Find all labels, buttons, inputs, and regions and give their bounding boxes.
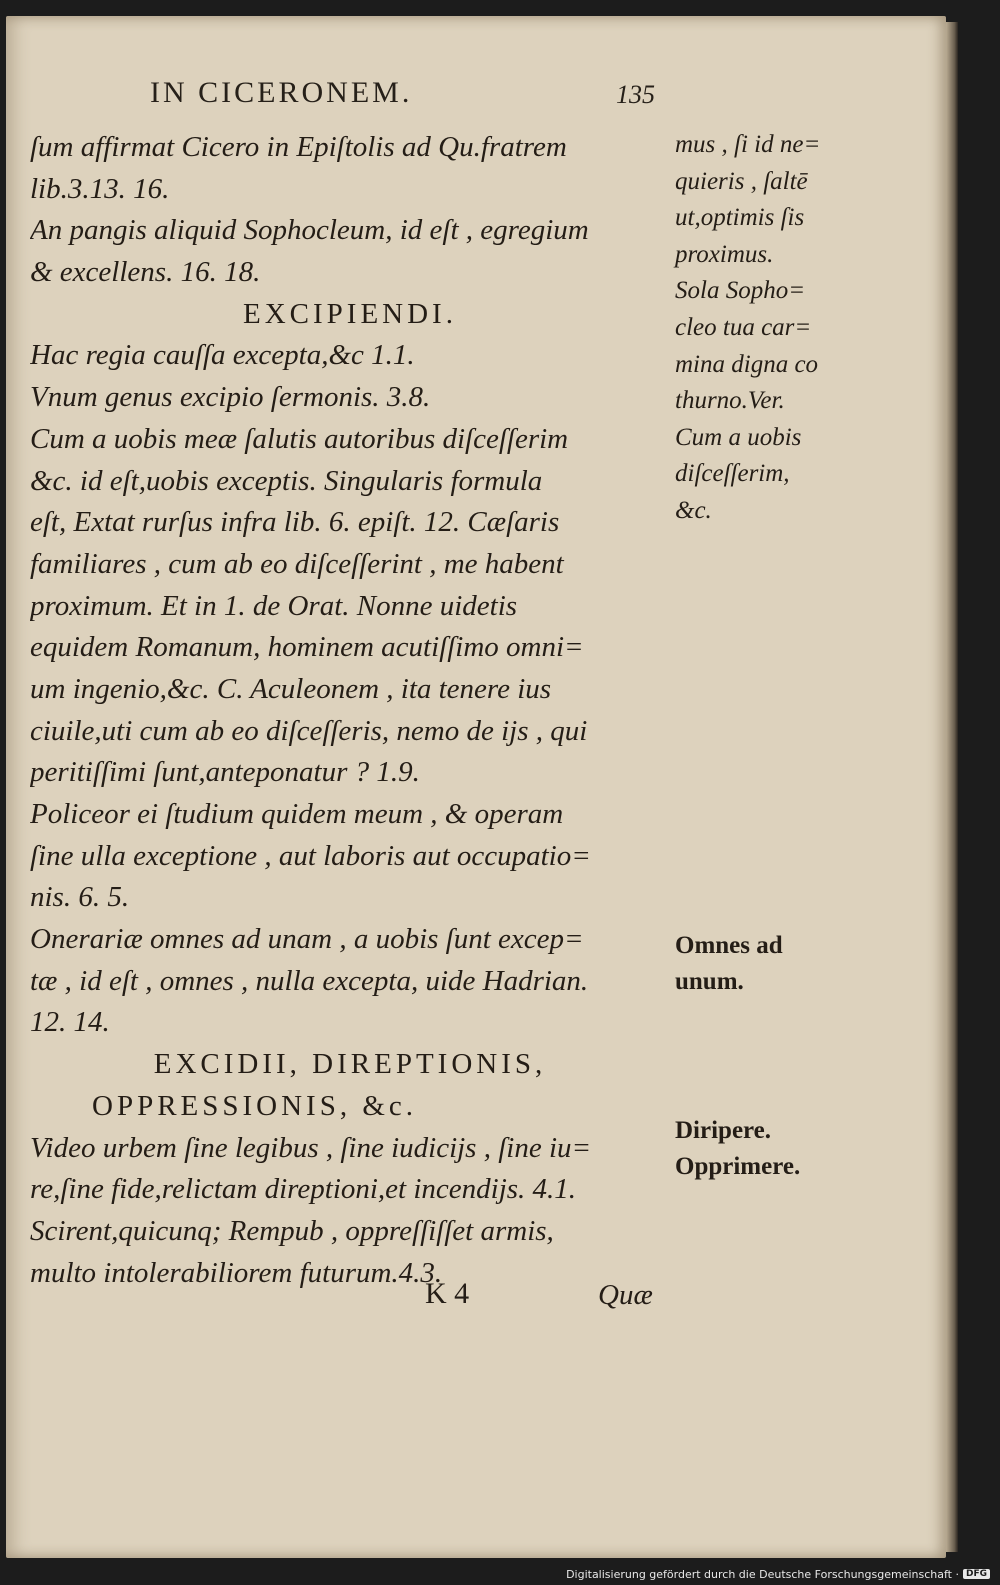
margin-note: mus , ſi id ne= xyxy=(675,131,821,158)
page-number: 135 xyxy=(616,80,655,109)
dfg-logo: DFG xyxy=(963,1569,990,1579)
margin-note: quieris , ſaltē xyxy=(675,167,808,195)
text-line: Policeor ei ſtudium quidem meum , & operam xyxy=(30,798,564,830)
text-line: nis. 6. 5. xyxy=(30,881,130,914)
margin-note: mina digna co xyxy=(675,350,819,378)
text-line: & excellens. 16. 18. xyxy=(30,256,261,289)
main-text-column xyxy=(30,127,670,1294)
text-line: ciuile,uti cum ab eo diſceſſeris, nemo de ijs , qui xyxy=(30,714,588,747)
text-line: Scirent,quicunq; Rempub , oppreſſiſſet armis, xyxy=(30,1214,554,1247)
text-line: equidem Romanum, hominem acutiſſimo omni= xyxy=(30,631,584,664)
margin-note: proximus. xyxy=(675,240,774,268)
section-heading: EXCIDII, DIREPTIONIS, xyxy=(153,1048,547,1081)
text-line: Video urbem ſine legibus , ſine iudicijs , ſine iu= xyxy=(30,1131,592,1164)
text-line: re,ſine fide,relictam direptioni,et incendijs. 4.1. xyxy=(30,1173,577,1206)
text-line: ſine ulla exceptione , aut laboris aut occupatio= xyxy=(30,839,591,872)
text-line: An pangis aliquid Sophocleum, id eſt , egregium xyxy=(30,214,589,247)
text-line: multo intolerabiliorem futurum.4.3. xyxy=(30,1256,443,1289)
text-line: Cum a uobis meæ ſalutis autoribus diſceſſerim xyxy=(30,422,569,455)
margin-note: &c. xyxy=(675,496,712,524)
catchword: Quæ xyxy=(598,1279,653,1311)
margin-note: Cum a uobis xyxy=(675,423,802,451)
margin-note: Opprimere. xyxy=(675,1153,801,1181)
text-line: tæ , id eſt , omnes , nulla excepta, uide Hadrian. xyxy=(30,964,589,997)
margin-note: cleo tua car= xyxy=(675,313,812,341)
text-line: familiares , cum ab eo diſceſſerint , me habent xyxy=(30,547,564,580)
text-line: Onerariæ omnes ad unam , a uobis ſunt excep= xyxy=(30,923,584,956)
margin-note: diſceſſerim, xyxy=(675,460,790,488)
text-line: lib.3.13. 16. xyxy=(30,172,170,205)
text-line: &c. id eſt,uobis exceptis. Singularis formula xyxy=(30,464,543,497)
text-line: peritiſſimi ſunt,anteponatur ? 1.9. xyxy=(30,756,420,789)
running-head: IN CICERONEM. xyxy=(150,76,413,109)
text-line: proximum. Et in 1. de Orat. Nonne uidetis xyxy=(30,589,518,622)
text-line: ſum affirmat Cicero in Epiſtolis ad Qu.fratrem xyxy=(30,131,567,163)
page-edge xyxy=(946,22,958,1552)
margin-notes xyxy=(675,127,855,1186)
section-heading-continued: OPPRESSIONIS, &c. xyxy=(92,1089,418,1122)
margin-note: thurno.Ver. xyxy=(675,387,785,415)
text-line: eſt, Extat rurſus infra lib. 6. epiſt. 12. Cæſaris xyxy=(30,506,560,539)
digitization-footer xyxy=(566,1565,990,1583)
signature-mark: K 4 xyxy=(425,1277,470,1310)
text-line: 12. 14. xyxy=(30,1006,110,1039)
margin-note: Omnes ad xyxy=(675,931,783,959)
text-line: um ingenio,&c. C. Aculeonem , ita tenere ius xyxy=(30,672,552,705)
text-line: Hac regia cauſſa excepta,&c 1.1. xyxy=(30,339,415,372)
margin-note: unum. xyxy=(675,968,744,996)
text-line: Vnum genus excipio ſermonis. 3.8. xyxy=(30,381,431,414)
section-heading: EXCIPIENDI. xyxy=(243,297,457,330)
margin-note: Diripere. xyxy=(675,1116,772,1144)
margin-note: Sola Sopho= xyxy=(675,277,806,305)
margin-note: ut,optimis ſis xyxy=(675,204,805,232)
funding-credit: Digitalisierung gefördert durch die Deutsche Forschungsgemeinschaft · xyxy=(566,1567,959,1581)
